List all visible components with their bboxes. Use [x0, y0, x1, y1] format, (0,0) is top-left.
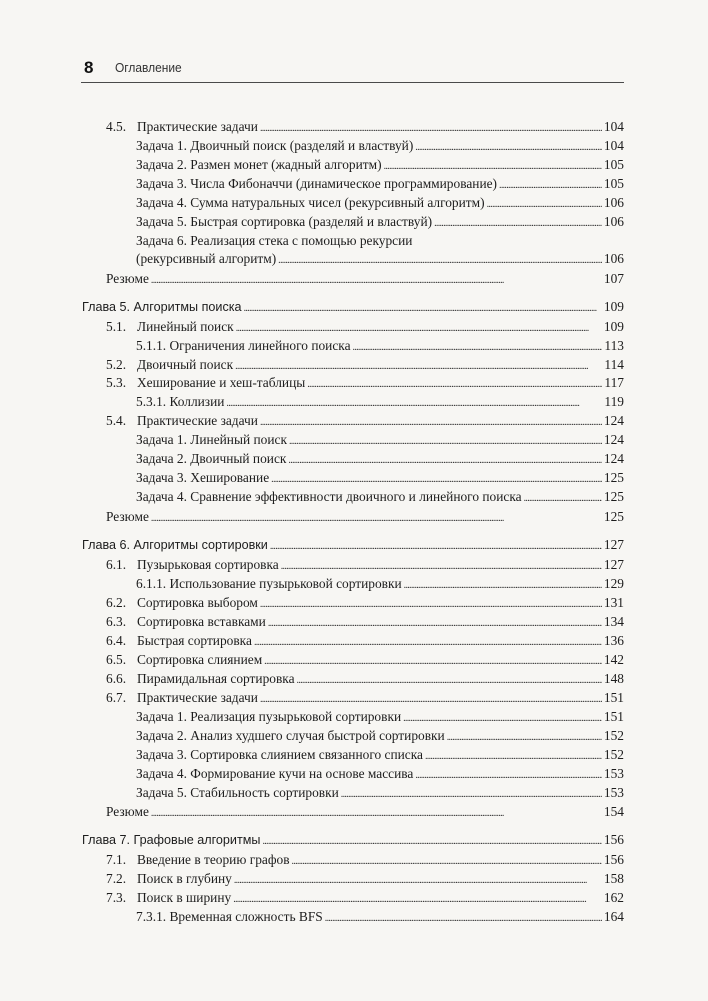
toc-entry-page: 104 — [603, 138, 624, 153]
toc-entry-title: Поиск в ширину — [137, 890, 232, 905]
toc-entry-page: 106 — [603, 214, 624, 229]
toc-entry-title: Задача 2. Размен монет (жадный алгоритм) — [136, 157, 382, 172]
toc-entry[interactable] — [0, 613, 708, 631]
toc-entry-title: Задача 4. Сумма натуральных чисел (рекурсивный алгоритм) — [136, 195, 485, 210]
toc-entry-title: Задача 1. Линейный поиск — [136, 432, 287, 447]
dot-leader — [254, 634, 602, 652]
dot-leader — [384, 158, 602, 176]
toc-entry[interactable] — [0, 784, 708, 802]
dot-leader — [151, 805, 602, 823]
toc-entry-number: 5.3. — [106, 375, 127, 390]
toc-entry[interactable] — [0, 851, 708, 869]
dot-leader — [260, 414, 602, 432]
toc-entry-page: 151 — [603, 690, 624, 705]
toc-entry-page: 124 — [603, 432, 624, 447]
toc-entry-page: 114 — [604, 357, 624, 372]
toc-entry-title: Глава 5. Алгоритмы поиска — [82, 300, 242, 314]
toc-entry[interactable] — [0, 374, 708, 392]
toc-entry-title: Глава 6. Алгоритмы сортировки — [82, 538, 268, 552]
toc-entry-title: Задача 5. Стабильность сортировки — [136, 785, 339, 800]
dot-leader — [415, 767, 602, 785]
toc-entry-page: 162 — [603, 890, 624, 905]
page-number: 8 — [84, 58, 94, 77]
toc-entry-page: 134 — [603, 614, 624, 629]
dot-leader — [234, 872, 602, 890]
toc-entry[interactable] — [0, 765, 708, 783]
dot-leader — [262, 833, 601, 851]
toc-entry-page: 109 — [603, 319, 624, 334]
toc-entry[interactable] — [0, 594, 708, 612]
toc-entry-page: 152 — [603, 728, 624, 743]
toc-entry-page: 113 — [604, 338, 624, 353]
toc-entry-page: 156 — [603, 832, 624, 847]
toc-entry[interactable] — [0, 469, 708, 487]
toc-entry[interactable] — [0, 450, 708, 468]
toc-entry-page: 117 — [604, 375, 624, 390]
dot-leader — [278, 252, 602, 270]
toc-entry-title: Резюме — [106, 271, 149, 286]
toc-entry-number: 6.2. — [106, 595, 127, 610]
toc-entry-number: 5.4. — [106, 413, 127, 428]
toc-entry[interactable] — [0, 213, 708, 231]
toc-entry[interactable] — [0, 831, 708, 849]
toc-entry[interactable] — [0, 651, 708, 669]
toc-entry-title: Задача 4. Сравнение эффективности двоичного и линейного поиска — [136, 489, 522, 504]
dot-leader — [297, 672, 602, 690]
toc-entry[interactable] — [0, 156, 708, 174]
toc-entry[interactable] — [0, 689, 708, 707]
toc-entry-title: Задача 3. Сортировка слиянием связанного списка — [136, 747, 423, 762]
dot-leader — [270, 538, 602, 556]
toc-entry-page: 153 — [603, 766, 624, 781]
dot-leader — [288, 452, 602, 470]
toc-entry-page: 131 — [603, 595, 624, 610]
toc-entry-title: 6.1.1. Использование пузырьковой сортировки — [136, 576, 402, 591]
toc-entry[interactable] — [0, 670, 708, 688]
toc-entry[interactable] — [0, 412, 708, 430]
toc-entry-page: 152 — [603, 747, 624, 762]
toc-entry-page: 164 — [603, 909, 624, 924]
dot-leader — [151, 510, 602, 528]
toc-entry-title: Сортировка вставками — [137, 614, 266, 629]
dot-leader — [434, 215, 602, 233]
dot-leader — [425, 748, 602, 766]
dot-leader — [268, 615, 602, 633]
toc-entry-title: Практические задачи — [137, 119, 258, 134]
toc-entry-title: Задача 1. Двоичный поиск (разделяй и властвуй) — [136, 138, 414, 153]
dot-leader — [403, 710, 602, 728]
dot-leader — [353, 339, 603, 357]
toc-entry[interactable] — [0, 908, 708, 926]
toc-entry[interactable] — [0, 356, 708, 374]
dot-leader — [260, 120, 602, 138]
dot-leader — [260, 691, 602, 709]
dot-leader — [499, 177, 602, 195]
toc-entry-title: Хеширование и хеш-таблицы — [137, 375, 306, 390]
toc-entry-title: Задача 1. Реализация пузырьковой сортировки — [136, 709, 402, 724]
dot-leader — [292, 853, 602, 871]
toc-entry-title: Задача 6. Реализация стека с помощью рекурсии — [136, 233, 413, 248]
toc-entry-title: Двоичный поиск — [137, 357, 234, 372]
toc-entry[interactable] — [0, 232, 708, 250]
toc-entry-page: 124 — [603, 451, 624, 466]
toc-entry-page: 109 — [603, 299, 624, 314]
toc-entry-number: 6.4. — [106, 633, 127, 648]
toc-entry-title: 5.3.1. Коллизии — [136, 394, 225, 409]
toc-entry-number: 7.3. — [106, 890, 127, 905]
dot-leader — [244, 300, 602, 318]
toc-entry-page: 158 — [603, 871, 624, 886]
toc-entry-title: Задача 3. Хеширование — [136, 470, 270, 485]
toc-entry-title: Введение в теорию графов — [137, 852, 290, 867]
toc-entry-page: 129 — [603, 576, 624, 591]
dot-leader — [404, 577, 602, 595]
toc-entry-number: 7.2. — [106, 871, 127, 886]
toc-entry-title: (рекурсивный алгоритм) — [136, 251, 277, 266]
dot-leader — [151, 272, 602, 290]
dot-leader — [281, 558, 602, 576]
toc-entry-page: 125 — [603, 489, 624, 504]
toc-entry-page: 119 — [604, 394, 624, 409]
toc-entry-page: 151 — [603, 709, 624, 724]
toc-entry[interactable] — [0, 803, 708, 821]
toc-entry-page: 105 — [603, 176, 624, 191]
toc-entry-page: 124 — [603, 413, 624, 428]
toc-entry-page: 153 — [603, 785, 624, 800]
toc-entry[interactable] — [0, 194, 708, 212]
toc-entry-page: 104 — [603, 119, 624, 134]
toc-entry-title: Глава 7. Графовые алгоритмы — [82, 833, 261, 847]
toc-entry[interactable] — [0, 393, 708, 411]
toc-entry-title: Задача 3. Числа Фибоначчи (динамическое программирование) — [136, 176, 498, 191]
toc-entry-page: 105 — [603, 157, 624, 172]
toc-entry-number: 6.3. — [106, 614, 127, 629]
toc-entry[interactable] — [0, 870, 708, 888]
toc-entry[interactable] — [0, 337, 708, 355]
toc-entry-page: 136 — [603, 633, 624, 648]
toc-entry-title: Сортировка слиянием — [137, 652, 263, 667]
toc-entry-number: 6.1. — [106, 557, 127, 572]
dot-leader — [447, 729, 602, 747]
toc-entry-title: 5.1.1. Ограничения линейного поиска — [136, 338, 351, 353]
toc-entry-number: 4.5. — [106, 119, 127, 134]
dot-leader — [524, 490, 602, 508]
toc-entry[interactable] — [0, 175, 708, 193]
dot-leader — [236, 320, 602, 338]
toc-entry-title: Поиск в глубину — [137, 871, 232, 886]
toc-entry-page: 156 — [603, 852, 624, 867]
toc-entry-page: 106 — [603, 251, 624, 266]
toc-entry-title: Практические задачи — [137, 413, 258, 428]
dot-leader — [341, 786, 602, 804]
dot-leader — [307, 376, 602, 394]
running-header-title: Оглавление — [115, 60, 182, 75]
toc-entry-number: 6.6. — [106, 671, 127, 686]
toc-entry[interactable] — [0, 889, 708, 907]
toc-entry-page: 127 — [603, 557, 624, 572]
dot-leader — [487, 196, 602, 214]
toc-entry-page: 125 — [603, 470, 624, 485]
dot-leader — [289, 433, 602, 451]
toc-entry[interactable] — [0, 118, 708, 136]
toc-entry[interactable] — [0, 575, 708, 593]
toc-entry[interactable] — [0, 556, 708, 574]
toc-entry[interactable] — [0, 488, 708, 506]
toc-entry[interactable] — [0, 270, 708, 288]
toc-entry[interactable] — [0, 250, 708, 268]
toc-entry-title: 7.3.1. Временная сложность BFS — [136, 909, 323, 924]
toc-entry-page: 142 — [603, 652, 624, 667]
toc-entry-title: Задача 2. Двоичный поиск — [136, 451, 287, 466]
toc-entry-number: 6.5. — [106, 652, 127, 667]
toc-entry-page: 127 — [603, 537, 624, 552]
toc-entry[interactable] — [0, 298, 708, 316]
dot-leader — [260, 596, 602, 614]
toc-entry-title: Линейный поиск — [137, 319, 234, 334]
toc-entry-page: 154 — [603, 804, 624, 819]
toc-entry-title: Задача 5. Быстрая сортировка (разделяй и властвуй) — [136, 214, 433, 229]
toc-entry-title: Резюме — [106, 509, 149, 524]
toc-entry[interactable] — [0, 708, 708, 726]
toc-entry-number: 6.7. — [106, 690, 127, 705]
toc-entry-page: 125 — [603, 509, 624, 524]
toc-entry-title: Задача 2. Анализ худшего случая быстрой сортировки — [136, 728, 445, 743]
toc-entry-number: 5.2. — [106, 357, 127, 372]
dot-leader — [226, 395, 602, 413]
toc-entry[interactable] — [0, 431, 708, 449]
toc-entry-title: Резюме — [106, 804, 149, 819]
dot-leader — [264, 653, 602, 671]
toc-entry-page: 107 — [603, 271, 624, 286]
toc-entry-title: Задача 4. Формирование кучи на основе массива — [136, 766, 414, 781]
dot-leader — [325, 910, 602, 928]
toc-entry[interactable] — [0, 632, 708, 650]
toc-entry[interactable] — [0, 746, 708, 764]
dot-leader — [415, 139, 602, 157]
toc-entry-page: 106 — [603, 195, 624, 210]
toc-entry-title: Практические задачи — [137, 690, 258, 705]
toc-entry-title: Пирамидальная сортировка — [137, 671, 295, 686]
dot-leader — [233, 891, 602, 909]
dot-leader — [271, 471, 602, 489]
toc-entry[interactable] — [0, 318, 708, 336]
toc-entry[interactable] — [0, 137, 708, 155]
toc-entry-page: 148 — [603, 671, 624, 686]
toc-entry[interactable] — [0, 508, 708, 526]
toc-entry-title: Пузырьковая сортировка — [137, 557, 279, 572]
toc-entry-title: Быстрая сортировка — [137, 633, 252, 648]
toc-entry-number: 7.1. — [106, 852, 127, 867]
toc-entry-title: Сортировка выбором — [137, 595, 258, 610]
toc-entry[interactable] — [0, 536, 708, 554]
toc-entry[interactable] — [0, 727, 708, 745]
toc-entry-number: 5.1. — [106, 319, 127, 334]
